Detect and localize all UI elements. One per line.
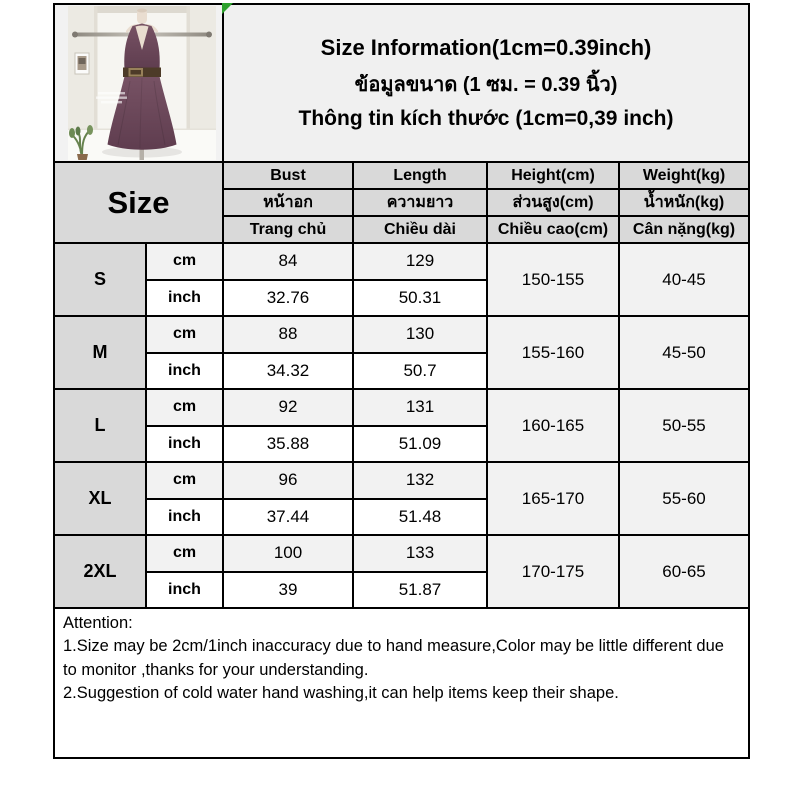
cell-m-weight: 45-50 — [619, 316, 749, 389]
unit-inch: inch — [146, 353, 223, 390]
attention-cell — [54, 608, 749, 758]
unit-inch: inch — [146, 499, 223, 536]
header-bust-th: หน้าอก — [223, 189, 353, 216]
size-label-xl: XL — [54, 462, 146, 535]
cell-s-bust-inch: 32.76 — [223, 280, 353, 317]
cell-m-length-cm: 130 — [353, 316, 487, 353]
size-table — [53, 3, 750, 759]
cell-2xl-length-inch: 51.87 — [353, 572, 487, 609]
cell-xl-height: 165-170 — [487, 462, 619, 535]
unit-inch: inch — [146, 572, 223, 609]
size-label-l: L — [54, 389, 146, 462]
cell-s-length-cm: 129 — [353, 243, 487, 280]
cell-s-height: 150-155 — [487, 243, 619, 316]
cell-xl-bust-inch: 37.44 — [223, 499, 353, 536]
cell-s-length-inch: 50.31 — [353, 280, 487, 317]
cell-xl-length-inch: 51.48 — [353, 499, 487, 536]
cell-2xl-bust-cm: 100 — [223, 535, 353, 572]
top-row — [54, 4, 749, 162]
size-row-l-cm — [54, 389, 749, 426]
unit-cm: cm — [146, 462, 223, 499]
title-english: Size Information(1cm=0.39inch) — [320, 35, 652, 60]
unit-cm: cm — [146, 243, 223, 280]
size-row-2xl-cm — [54, 535, 749, 572]
cell-2xl-bust-inch: 39 — [223, 572, 353, 609]
cell-2xl-length-cm: 133 — [353, 535, 487, 572]
size-row-xl-cm — [54, 462, 749, 499]
size-label-s: S — [54, 243, 146, 316]
dress-photo-illustration — [68, 6, 216, 160]
header-height-th: ส่วนสูง(cm) — [487, 189, 619, 216]
cell-l-length-cm: 131 — [353, 389, 487, 426]
cell-m-bust-cm: 88 — [223, 316, 353, 353]
unit-inch: inch — [146, 426, 223, 463]
product-photo — [68, 6, 216, 160]
header-row-en — [54, 162, 749, 189]
cell-s-weight: 40-45 — [619, 243, 749, 316]
cell-l-height: 160-165 — [487, 389, 619, 462]
unit-cm: cm — [146, 316, 223, 353]
unit-cm: cm — [146, 535, 223, 572]
size-label-2xl: 2XL — [54, 535, 146, 608]
cell-l-bust-inch: 35.88 — [223, 426, 353, 463]
cell-xl-bust-cm: 96 — [223, 462, 353, 499]
cell-xl-weight: 55-60 — [619, 462, 749, 535]
title-cell — [223, 4, 749, 162]
cell-m-length-inch: 50.7 — [353, 353, 487, 390]
attention-row — [54, 608, 749, 758]
attention-line-1: 1.Size may be 2cm/1inch inaccuracy due to hand measure,Color may be little different due to monitor ,thanks for your understanding. — [63, 637, 724, 679]
size-label-m: M — [54, 316, 146, 389]
attention-line-2: 2.Suggestion of cold water hand washing,it can help items keep their shape. — [63, 684, 619, 703]
title-thai: ข้อมูลขนาด (1 ซม. = 0.39 นิ้ว) — [354, 74, 618, 96]
size-row-s-cm — [54, 243, 749, 280]
product-photo-cell — [54, 4, 223, 162]
header-weight-vi: Cân nặng(kg) — [619, 216, 749, 243]
size-chart-sheet — [53, 3, 748, 759]
unit-cm: cm — [146, 389, 223, 426]
header-height-en: Height(cm) — [487, 162, 619, 189]
header-length-vi: Chiều dài — [353, 216, 487, 243]
unit-inch: inch — [146, 280, 223, 317]
cell-m-bust-inch: 34.32 — [223, 353, 353, 390]
cell-m-height: 155-160 — [487, 316, 619, 389]
header-weight-en: Weight(kg) — [619, 162, 749, 189]
cell-l-weight: 50-55 — [619, 389, 749, 462]
cell-l-length-inch: 51.09 — [353, 426, 487, 463]
cell-l-bust-cm: 92 — [223, 389, 353, 426]
cell-flag-icon — [222, 3, 233, 14]
cell-xl-length-cm: 132 — [353, 462, 487, 499]
size-row-m-cm — [54, 316, 749, 353]
header-height-vi: Chiều cao(cm) — [487, 216, 619, 243]
cell-2xl-height: 170-175 — [487, 535, 619, 608]
header-length-th: ความยาว — [353, 189, 487, 216]
attention-heading: Attention: — [63, 614, 133, 632]
header-bust-vi: Trang chủ — [223, 216, 353, 243]
header-bust-en: Bust — [223, 162, 353, 189]
header-weight-th: น้ำหนัก(kg) — [619, 189, 749, 216]
size-header-cell: Size — [54, 162, 223, 243]
title-vietnamese: Thông tin kích thước (1cm=0,39 inch) — [298, 107, 674, 130]
cell-s-bust-cm: 84 — [223, 243, 353, 280]
header-length-en: Length — [353, 162, 487, 189]
cell-2xl-weight: 60-65 — [619, 535, 749, 608]
